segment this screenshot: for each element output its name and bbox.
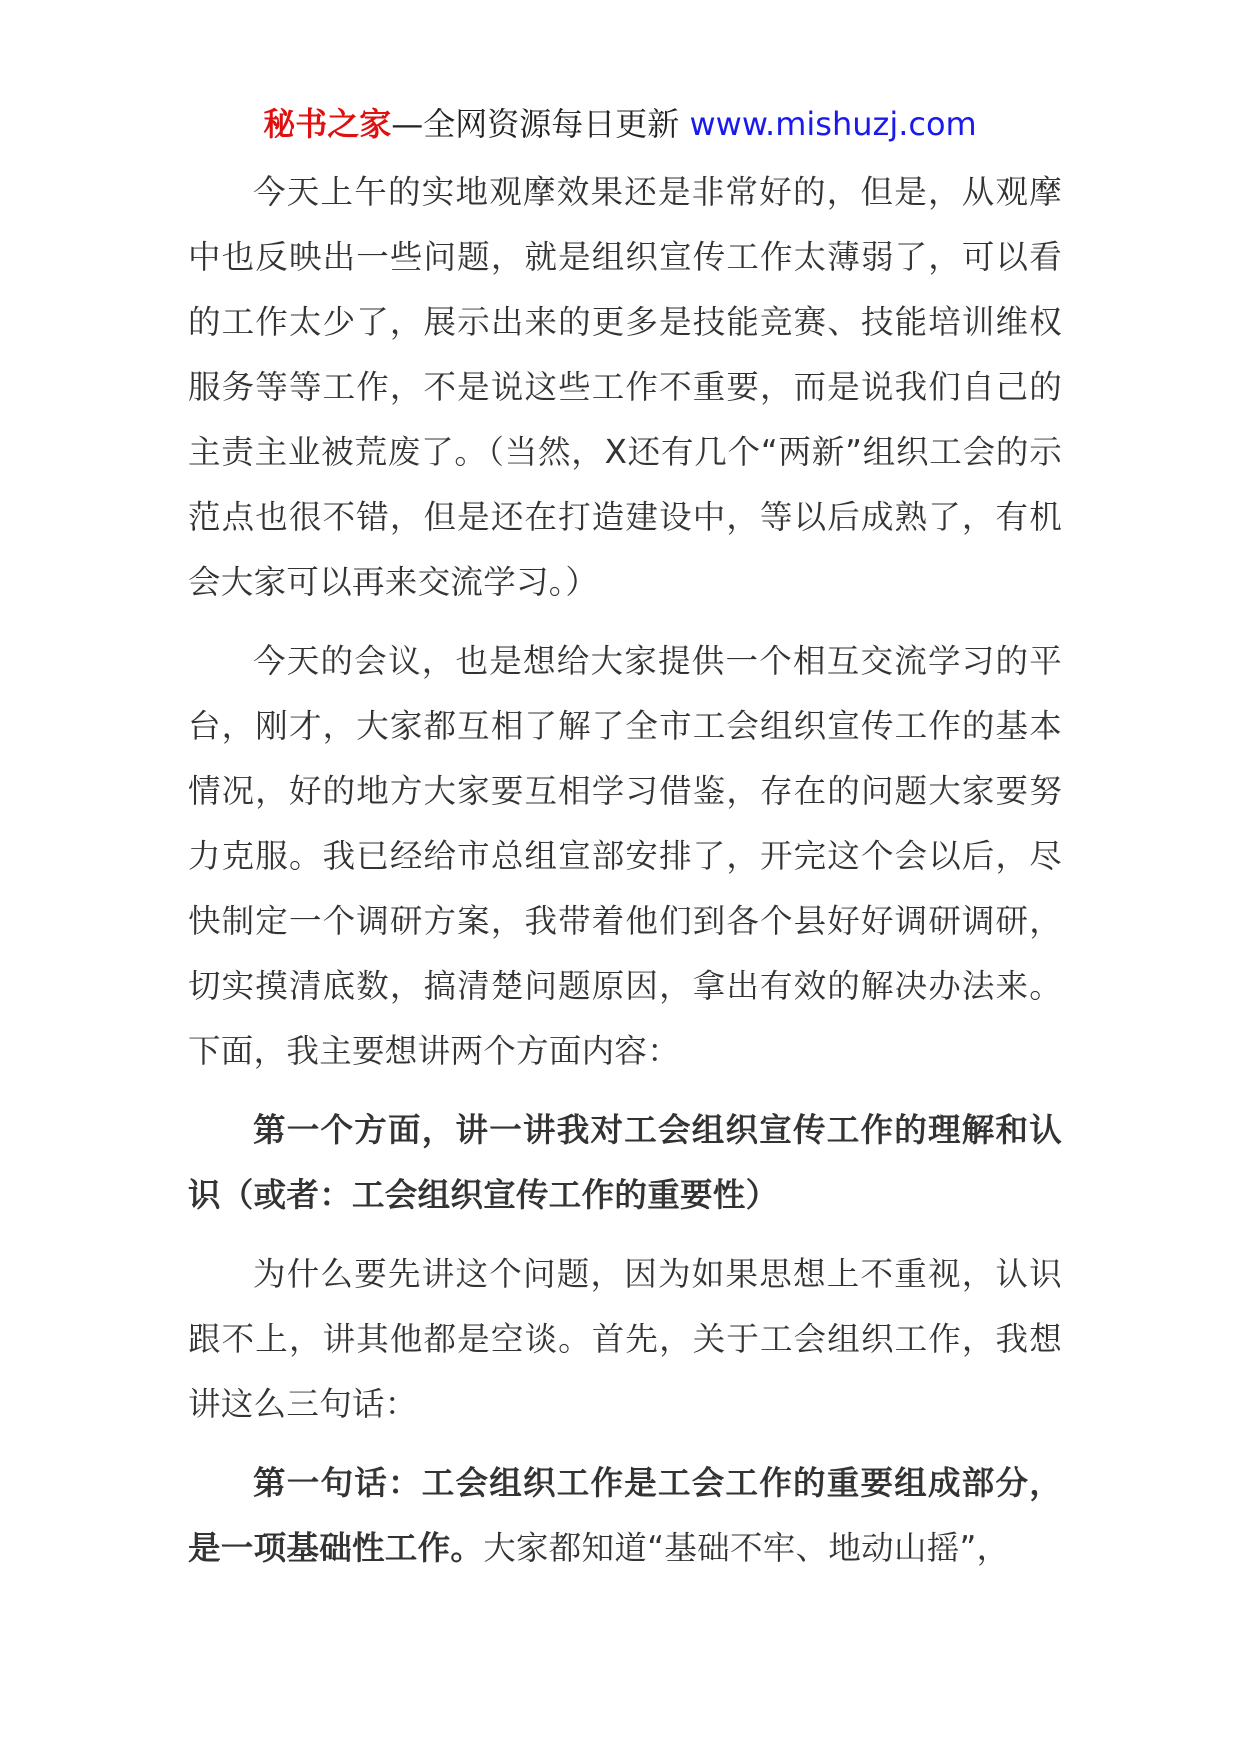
paragraph-observation: 今天上午的实地观摩效果还是非常好的，但是，从观摩中也反映出一些问题，就是组织宣传工作太薄弱了，可以看的工作太少了，展示出来的更多是技能竞赛、技能培训维权服务等等工作，不是说这些工作不重要，而是说我们自己的主责主业被荒废了。（当然，X还有几个“两新”组织工会的示范点也很不错，但是还在打造建设中，等以后成熟了，有机会大家可以再来交流学习。） [188,173,1062,601]
header-tagline: —全网资源每日更新 [391,105,690,143]
section-heading-first-aspect: 第一个方面，讲一讲我对工会组织宣传工作的理解和认识（或者：工会组织宣传工作的重要性） [188,1111,1062,1214]
first-sentence-lead: 第一句话：工会组织工作是工会工作的重要组成部分，是一项基础性工作。 [188,1464,1062,1567]
paragraph-first-sentence [188,1451,1062,1581]
brand-name: 秘书之家 [263,105,392,143]
first-sentence-rest: 大家都知道“基础不牢、地动山摇”， [483,1529,1010,1567]
paragraph-why-first: 为什么要先讲这个问题，因为如果思想上不重视，认识跟不上，讲其他都是空谈。首先，关于工会组织工作，我想讲这么三句话： [188,1255,1062,1423]
document-body [188,160,1062,1581]
paragraph-meeting-purpose: 今天的会议，也是想给大家提供一个相互交流学习的平台，刚才，大家都互相了解了全市工会组织宣传工作的基本情况，好的地方大家要互相学习借鉴，存在的问题大家要努力克服。我已经给市总组宣部安排了，开完这个会以后，尽快制定一个调研方案，我带着他们到各个县好好调研调研，切实摸清底数，搞清楚问题原因，拿出有效的解决办法来。下面，我主要想讲两个方面内容： [188,642,1062,1070]
page-header [0,100,1240,148]
site-url-link[interactable]: www.mishuzj.com [689,105,977,143]
